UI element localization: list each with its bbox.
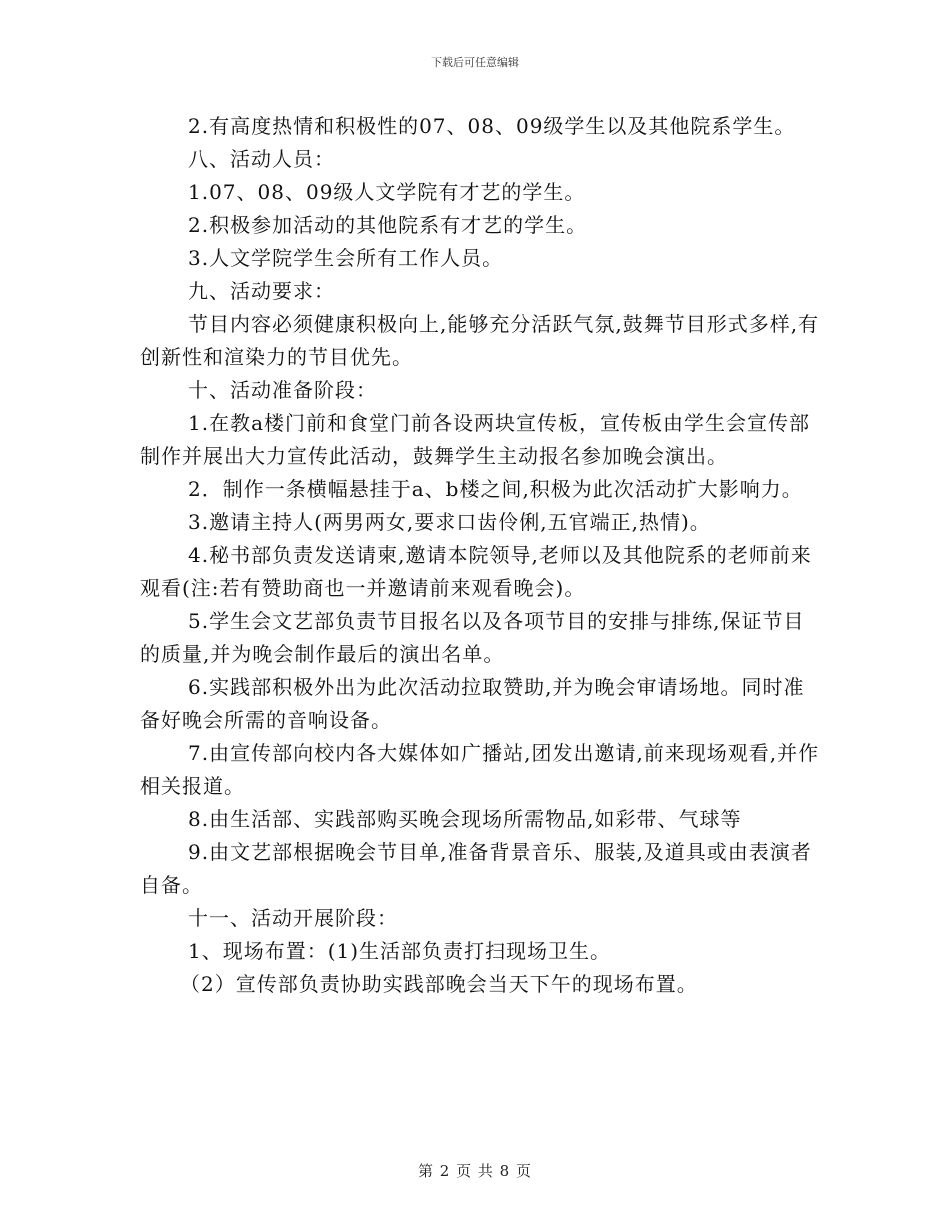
paragraph: 8.由生活部、实践部购买晚会现场所需物品,如彩带、气球等 <box>188 807 742 831</box>
paragraph: 节目内容必须健康积极向上,能够充分活跃气氛,鼓舞节目形式多样,有创新性和渲染力的节目优先。 <box>140 312 820 369</box>
page-footer: 第 2 页 共 8 页 <box>418 1162 532 1180</box>
paragraph: 2．制作一条横幅悬挂于a、b楼之间,积极为此次活动扩大影响力。 <box>188 477 803 501</box>
paragraph: 4.秘书部负责发送请柬,邀请本院领导,老师以及其他院系的老师前来观看(注:若有赞助商也一并邀请前来观看晚会)。 <box>140 543 812 600</box>
paragraph: 2.积极参加活动的其他院系有才艺的学生。 <box>188 213 588 237</box>
paragraph: 9.由文艺部根据晚会节目单,准备背景音乐、服装,及道具或由表演者自备。 <box>140 840 812 897</box>
section-heading: 十一、活动开展阶段： <box>188 906 398 930</box>
section-heading: 十、活动准备阶段： <box>188 378 377 402</box>
paragraph: 5.学生会文艺部负责节目报名以及各项节目的安排与排练,保证节目的质量,并为晚会制作最后的演出名单。 <box>140 609 805 666</box>
paragraph: 7.由宣传部向校内各大媒体如广播站,团发出邀请,前来现场观看,并作相关报道。 <box>140 741 820 798</box>
paragraph: 3.邀请主持人(两男两女,要求口齿伶俐,五官端正,热情)。 <box>188 510 711 534</box>
section-heading: 九、活动要求： <box>188 279 335 303</box>
paragraph: 1、现场布置：(1)生活部负责打扫现场卫生。 <box>188 939 612 963</box>
paragraph: 1.07、08、09级人文学院有才艺的学生。 <box>188 180 586 204</box>
document-body <box>140 110 820 1001</box>
paragraph: （2）宣传部负责协助实践部晚会当天下午的现场布置。 <box>180 972 698 996</box>
paragraph: 6.实践部积极外出为此次活动拉取赞助,并为晚会审请场地。同时准备好晚会所需的音响设备。 <box>140 675 805 732</box>
section-heading: 八、活动人员： <box>188 147 335 171</box>
page-header: 下载后可任意编辑 <box>431 56 519 69</box>
paragraph: 1.在教a楼门前和食堂门前各设两块宣传板，宣传板由学生会宣传部制作并展出大力宣传此活动，鼓舞学生主动报名参加晚会演出。 <box>140 411 811 468</box>
paragraph: 3.人文学院学生会所有工作人员。 <box>188 246 504 270</box>
paragraph: 2.有高度热情和积极性的07、08、09级学生以及其他院系学生。 <box>188 114 796 138</box>
